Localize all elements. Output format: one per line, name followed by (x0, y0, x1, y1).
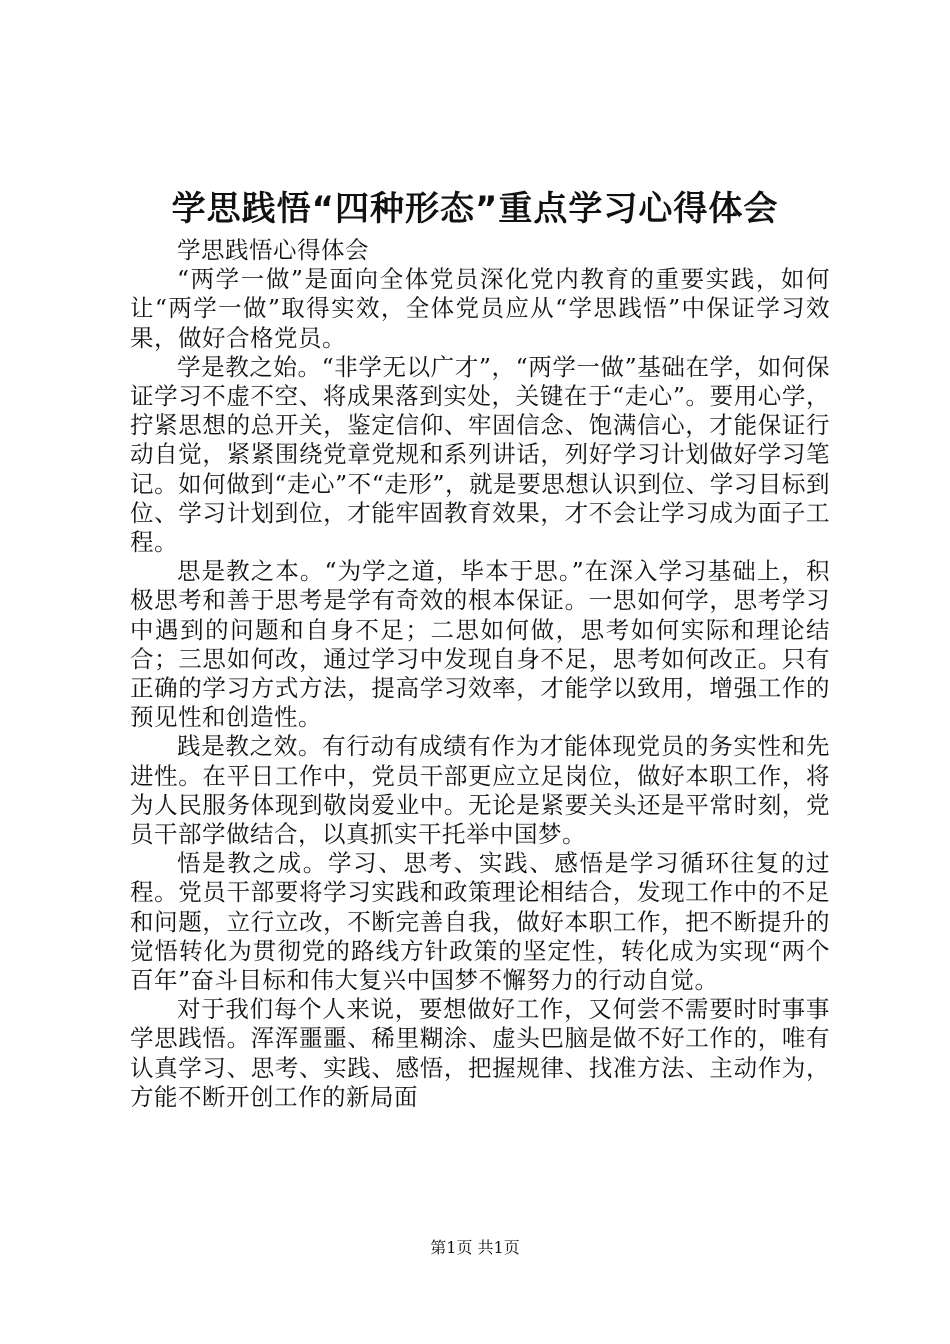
paragraph-practice: 践是教之效。有行动有成绩有作为才能体现党员的务实性和先进性。在平日工作中，党员干部更应立足岗位，做好本职工作，将为人民服务体现到敬岗爱业中。无论是紧要关头还是平常时刻，党员干部学做结合，以真抓实干托举中国梦。 (130, 732, 830, 849)
document-title: 学思践悟“四种形态”重点学习心得体会 (171, 189, 779, 229)
paragraph-conclusion: 对于我们每个人来说，要想做好工作，又何尝不需要时时事事学思践悟。浑浑噩噩、稀里糊涂、虚头巴脑是做不好工作的，唯有认真学习、思考、实践、感悟，把握规律、找准方法、主动作为，方能不断开创工作的新局面 (130, 995, 830, 1111)
page-footer: 第1页 共1页 (430, 1238, 520, 1257)
paragraph-realize: 悟是教之成。学习、思考、实践、感悟是学习循环往复的过程。党员干部要将学习实践和政策理论相结合，发现工作中的不足和问题，立行立改，不断完善自我，做好本职工作，把不断提升的觉悟转化为贯彻党的路线方针政策的坚定性，转化成为实现“两个百年”奋斗目标和伟大复兴中国梦不懈努力的行动自觉。 (130, 849, 830, 995)
paragraph-intro: “两学一做”是面向全体党员深化党内教育的重要实践，如何让“两学一做”取得实效，全体党员应从“学思践悟”中保证学习效果，做好合格党员。 (130, 265, 830, 352)
document-body (130, 236, 830, 1112)
paragraph-think: 思是教之本。“为学之道，毕本于思。”在深入学习基础上，积极思考和善于思考是学有奇效的根本保证。一思如何学，思考学习中遇到的问题和自身不足；二思如何做，思考如何实际和理论结合；三思如何改，通过学习中发现自身不足，思考如何改正。只有正确的学习方式方法，提高学习效率，才能学以致用，增强工作的预见性和创造性。 (130, 557, 830, 732)
subtitle: 学思践悟心得体会 (177, 236, 369, 264)
paragraph-study: 学是教之始。“非学无以广才”，“两学一做”基础在学，如何保证学习不虚不空、将成果落到实处，关键在于“走心”。要用心学，拧紧思想的总开关，鉴定信仰、牢固信念、饱满信心，才能保证行动自觉，紧紧围绕党章党规和系列讲话，列好学习计划做好学习笔记。如何做到“走心”不“走形”，就是要思想认识到位、学习目标到位、学习计划到位，才能牢固教育效果，才不会让学习成为面子工程。 (130, 352, 830, 557)
